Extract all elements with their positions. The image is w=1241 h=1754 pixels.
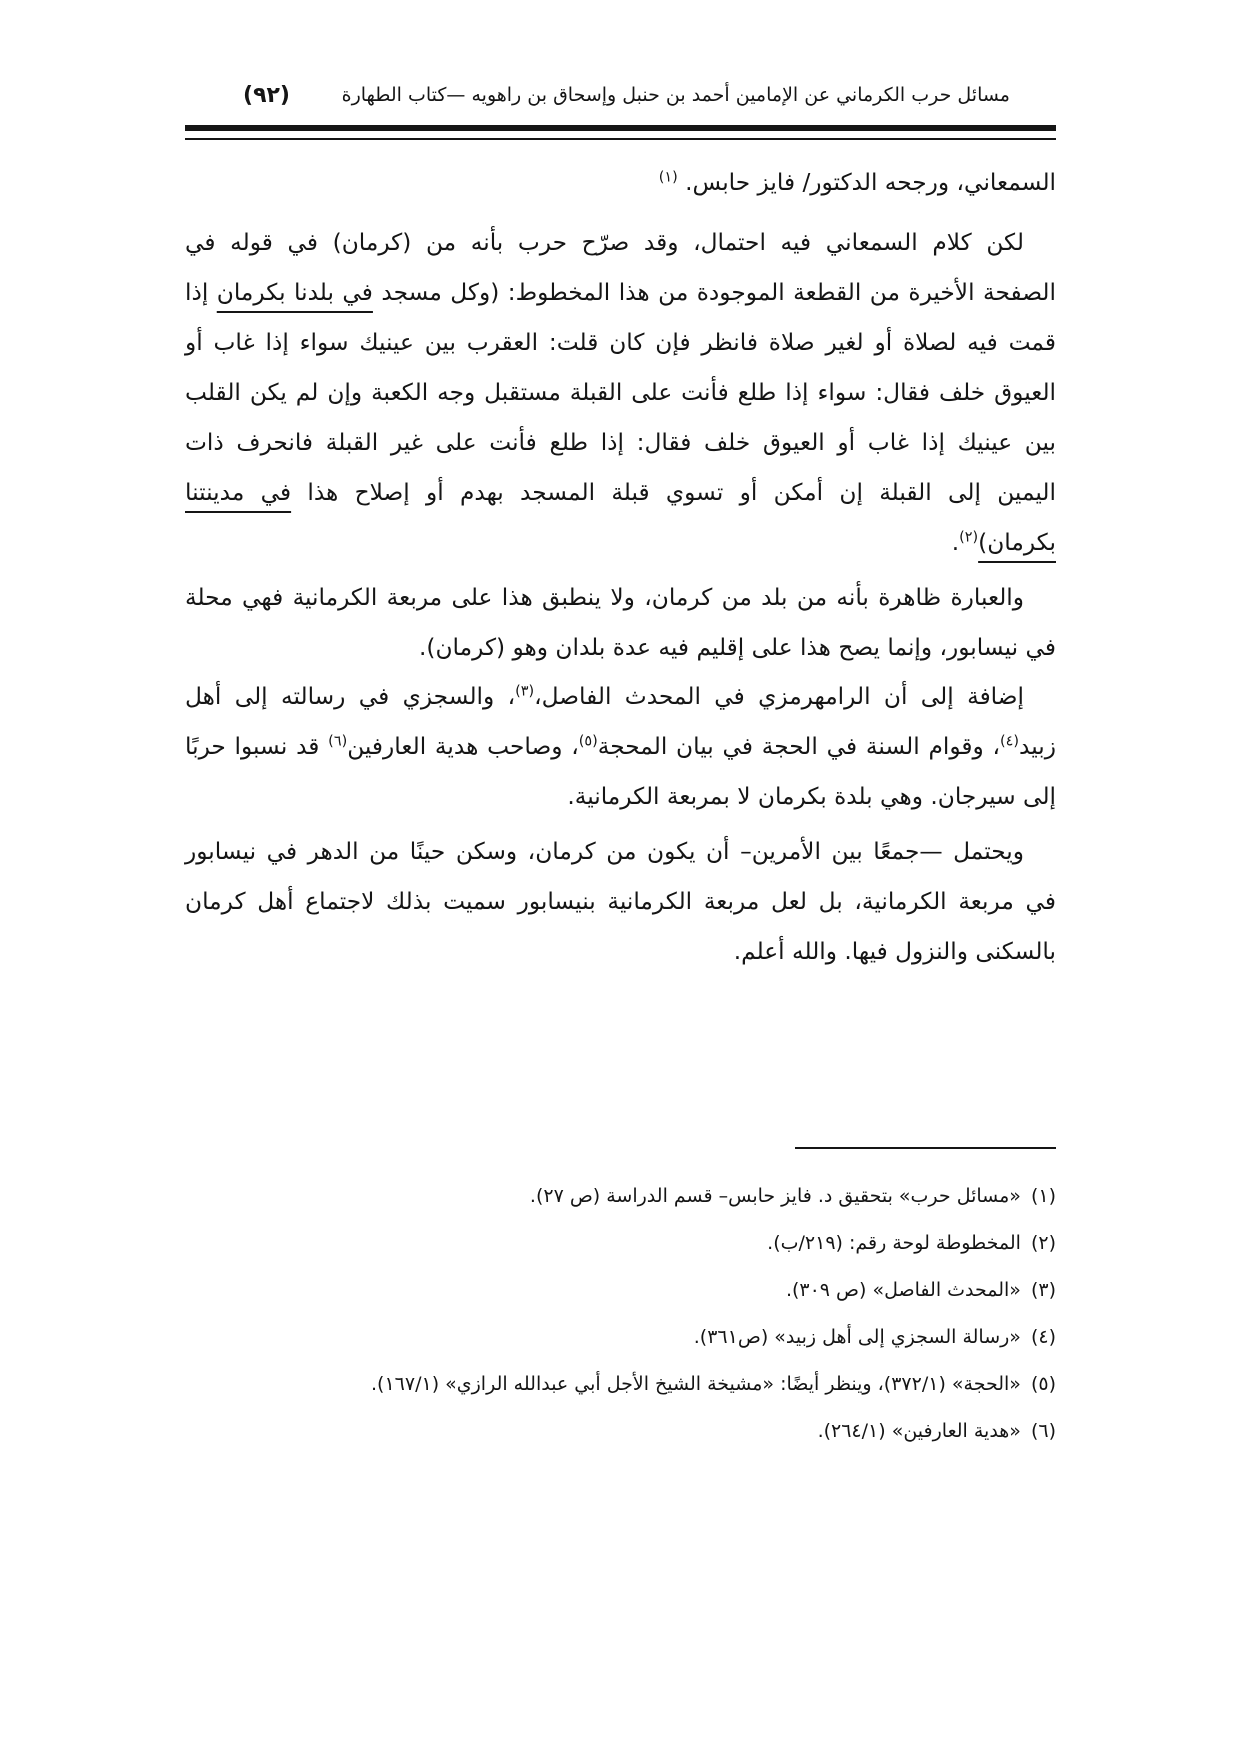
text-line	[185, 318, 1056, 368]
text-segment: السمعاني، ورجحه الدكتور/ فايز حابس.	[677, 169, 1056, 196]
text-segment: إلى سيرجان. وهي بلدة بكرمان لا بمربعة الكرمانية.	[567, 783, 1056, 810]
footnote-text: «مسائل حرب» بتحقيق د. فايز حابس– قسم الدراسة (ص ٢٧).	[529, 1185, 1021, 1207]
paragraph	[185, 827, 1056, 977]
paragraph	[185, 573, 1056, 673]
text-line	[185, 827, 1056, 877]
footnotes	[185, 1173, 1056, 1455]
text-line	[185, 623, 1056, 673]
text-segment: زبيد	[1019, 733, 1056, 760]
underlined-phrase: في بلدنا بكرمان	[216, 279, 373, 306]
footnote-number: (١)	[1030, 1185, 1056, 1207]
text-segment: العيوق خلف فقال: سواء إذا طلع فأنت على القبلة مستقبل وجه الكعبة وإن لم يكن القلب	[185, 379, 1056, 406]
text-segment: قد نسبوا حربًا	[185, 733, 329, 760]
running-header	[185, 76, 1056, 114]
text-line	[185, 877, 1056, 927]
footnote-marker: (٤)	[1000, 733, 1020, 750]
text-segment: بين عينيك إذا غاب أو العيوق خلف فقال: إذا طلع فأنت على غير القبلة فانحرف ذات	[185, 429, 1056, 456]
footnote	[185, 1173, 1056, 1220]
footnote-number: (٣)	[1030, 1279, 1056, 1301]
footnote-marker: (٦)	[328, 733, 348, 750]
footnote	[185, 1314, 1056, 1361]
footnote	[185, 1267, 1056, 1314]
footnote-text: «الحجة» (٣٧٢/١)، وينظر أيضًا: «مشيخة الشيخ الأجل أبي عبدالله الرازي» (١٦٧/١).	[371, 1373, 1021, 1395]
text-segment: في مربعة الكرمانية، بل لعل مربعة الكرمانية بنيسابور سميت بذلك لاجتماع أهل كرمان	[185, 888, 1056, 915]
text-line	[185, 672, 1056, 722]
footnote-text: «المحدث الفاصل» (ص ٣٠٩).	[785, 1279, 1021, 1301]
text-line	[185, 158, 1056, 208]
text-segment: إضافة إلى أن الرامهرمزي في المحدث الفاصل،	[534, 683, 1024, 710]
footnote-marker: (٢)	[959, 529, 979, 546]
footnote-marker: (٥)	[578, 733, 598, 750]
footnote-marker: (٣)	[515, 683, 535, 700]
text-segment: الصفحة الأخيرة من القطعة الموجودة من هذا المخطوط: (وكل مسجد	[372, 279, 1056, 306]
page-number: (٩٢)	[243, 82, 290, 108]
text-line	[185, 927, 1056, 977]
text-line	[185, 418, 1056, 468]
text-line	[185, 268, 1056, 318]
underlined-phrase: في مدينتنا	[185, 479, 292, 506]
footnote	[185, 1361, 1056, 1408]
text-line	[185, 218, 1056, 268]
text-line	[185, 722, 1056, 772]
text-segment: ويحتمل —جمعًا بين الأمرين– أن يكون من كرمان، وسكن حينًا من الدهر في نيسابور	[185, 838, 1024, 865]
text-segment: .	[951, 529, 960, 556]
text-line	[185, 518, 1056, 568]
footnote-marker: (١)	[658, 169, 678, 186]
footnote	[185, 1408, 1056, 1455]
text-segment: اليمين إلى القبلة إن أمكن أو تسوي قبلة المسجد بهدم أو إصلاح هذا	[291, 479, 1056, 506]
text-segment: لكن كلام السمعاني فيه احتمال، وقد صرّح حرب بأنه من (كرمان) في قوله في	[185, 229, 1024, 256]
text-line	[185, 468, 1056, 518]
text-line	[185, 368, 1056, 418]
text-line	[185, 772, 1056, 822]
footnote-number: (٦)	[1030, 1420, 1056, 1442]
text-segment: ، وقوام السنة في الحجة في بيان المحجة	[597, 733, 1001, 760]
text-segment: ، وصاحب هدية العارفين	[347, 733, 579, 760]
text-line	[185, 573, 1056, 623]
header-rule-thin	[185, 138, 1056, 140]
text-segment: في نيسابور، وإنما يصح هذا على إقليم فيه عدة بلدان وهو (كرمان).	[419, 634, 1056, 661]
footnote-text: المخطوطة لوحة رقم: (٢١٩/ب).	[767, 1232, 1021, 1254]
footnote-text: «هدية العارفين» (٢٦٤/١).	[817, 1420, 1021, 1442]
footnote-number: (٤)	[1030, 1326, 1056, 1348]
paragraph	[185, 158, 1056, 208]
paragraph	[185, 218, 1056, 568]
paragraph	[185, 672, 1056, 822]
underlined-phrase: بكرمان)	[978, 529, 1056, 556]
header-rule-thick	[185, 125, 1056, 131]
footnote-number: (٢)	[1030, 1232, 1056, 1254]
running-title: مسائل حرب الكرماني عن الإمامين أحمد بن حنبل وإسحاق بن راهويه —كتاب الطهارة	[341, 84, 1010, 106]
text-segment: والعبارة ظاهرة بأنه من بلد من كرمان، ولا ينطبق هذا على مربعة الكرمانية فهي محلة	[185, 584, 1024, 611]
text-segment: إذا	[185, 279, 217, 306]
footnote-text: «رسالة السجزي إلى أهل زبيد» (ص٣٦١).	[693, 1326, 1021, 1348]
text-segment: بالسكنى والنزول فيها. والله أعلم.	[733, 938, 1056, 965]
text-segment: ، والسجزي في رسالته إلى أهل	[185, 683, 516, 710]
footnote-separator	[795, 1147, 1056, 1149]
footnote	[185, 1220, 1056, 1267]
text-segment: قمت فيه لصلاة أو لغير صلاة فانظر فإن كان قلت: العقرب بين عينيك سواء إذا غاب أو	[185, 329, 1056, 356]
footnote-number: (٥)	[1030, 1373, 1056, 1395]
